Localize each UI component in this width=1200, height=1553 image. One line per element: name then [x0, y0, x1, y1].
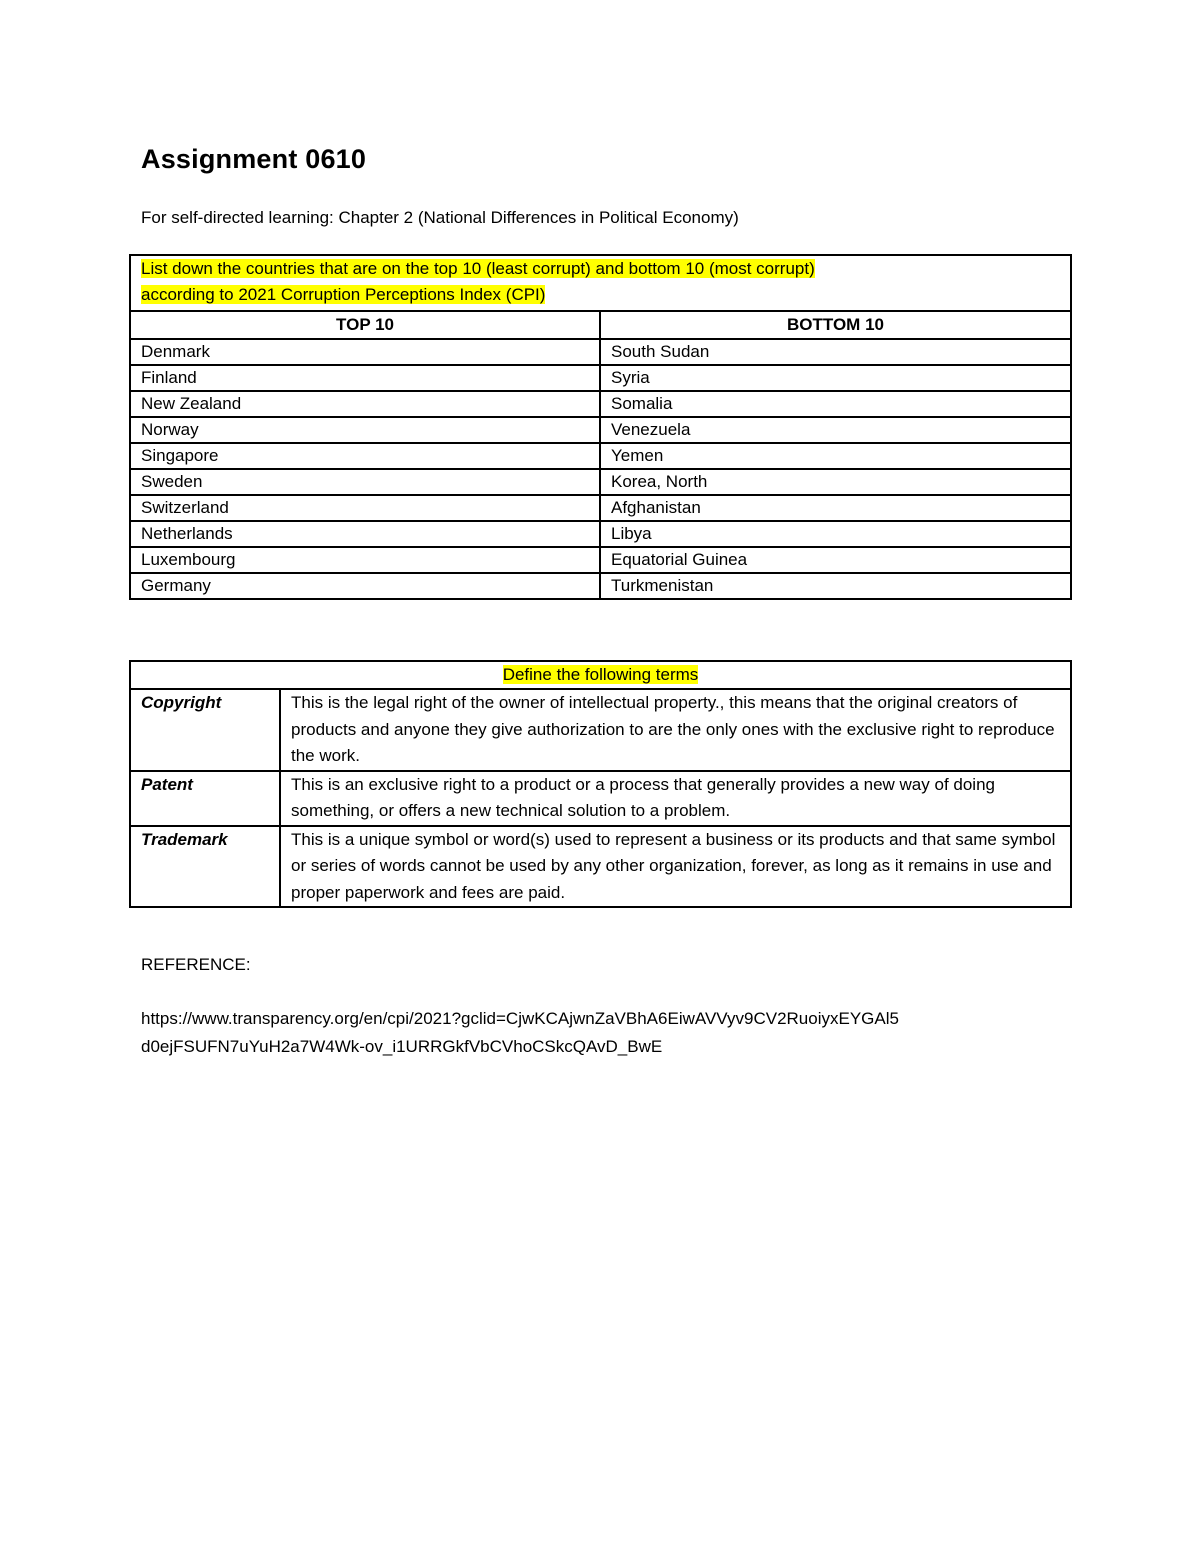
table-row	[130, 547, 1071, 573]
bottom10-country: Libya	[600, 521, 1071, 547]
bottom10-country: Somalia	[600, 391, 1071, 417]
bottom10-country: Korea, North	[600, 469, 1071, 495]
term-name: Trademark	[130, 826, 280, 908]
table-row	[130, 826, 1071, 908]
bottom10-country: Venezuela	[600, 417, 1071, 443]
term-name: Patent	[130, 771, 280, 826]
reference-label: REFERENCE:	[141, 955, 251, 974]
top10-header: TOP 10	[130, 311, 600, 339]
terms-table	[129, 660, 1072, 908]
cpi-intro-row	[130, 255, 1071, 311]
table-row	[130, 391, 1071, 417]
bottom10-country: Syria	[600, 365, 1071, 391]
top10-country: Luxembourg	[130, 547, 600, 573]
table-row	[130, 521, 1071, 547]
bottom10-header: BOTTOM 10	[600, 311, 1071, 339]
table-row	[130, 365, 1071, 391]
terms-title: Define the following terms	[502, 665, 699, 684]
term-definition: This is the legal right of the owner of intellectual property., this means that the original creators of products and anyone they give authorization to are the only ones with the exclusive right to reproduce the work.	[280, 689, 1071, 771]
term-definition: This is an exclusive right to a product or a process that generally provides a new way of doing something, or offers a new technical solution to a problem.	[280, 771, 1071, 826]
table-row	[130, 495, 1071, 521]
bottom10-country: Equatorial Guinea	[600, 547, 1071, 573]
table-row	[130, 469, 1071, 495]
page-subtitle: For self-directed learning: Chapter 2 (National Differences in Political Economy)	[141, 208, 739, 227]
top10-country: Germany	[130, 573, 600, 599]
terms-header-row	[130, 661, 1071, 689]
term-definition: This is a unique symbol or word(s) used to represent a business or its products and that same symbol or series of words cannot be used by any other organization, forever, as long as it remains in use and proper paperwork and fees are paid.	[280, 826, 1071, 908]
cpi-intro-cell	[130, 255, 1071, 311]
cpi-intro-line1: List down the countries that are on the top 10 (least corrupt) and bottom 10 (most corrupt)	[141, 259, 815, 278]
bottom10-country: South Sudan	[600, 339, 1071, 365]
top10-country: Sweden	[130, 469, 600, 495]
bottom10-country: Yemen	[600, 443, 1071, 469]
table-row	[130, 339, 1071, 365]
page-title: Assignment 0610	[141, 144, 367, 174]
table-row	[130, 573, 1071, 599]
bottom10-country: Afghanistan	[600, 495, 1071, 521]
top10-country: Norway	[130, 417, 600, 443]
terms-header-cell	[130, 661, 1071, 689]
table-row	[130, 417, 1071, 443]
top10-country: Singapore	[130, 443, 600, 469]
cpi-header-row	[130, 311, 1071, 339]
top10-country: Netherlands	[130, 521, 600, 547]
top10-country: New Zealand	[130, 391, 600, 417]
bottom10-country: Turkmenistan	[600, 573, 1071, 599]
table-row	[130, 771, 1071, 826]
top10-country: Denmark	[130, 339, 600, 365]
cpi-table	[129, 254, 1072, 600]
table-row	[130, 443, 1071, 469]
top10-country: Switzerland	[130, 495, 600, 521]
term-name: Copyright	[130, 689, 280, 771]
table-row	[130, 689, 1071, 771]
cpi-intro-line2: according to 2021 Corruption Perceptions Index (CPI)	[141, 285, 546, 304]
top10-country: Finland	[130, 365, 600, 391]
reference-link[interactable]: https://www.transparency.org/en/cpi/2021?gclid=CjwKCAjwnZaVBhA6EiwAVVyv9CV2RuoiyxEYGAl5d0ejFSUFN7uYuH2a7W4Wk-ov_i1URRGkfVbCVhoCSkcQAvD_BwE	[141, 1009, 899, 1056]
